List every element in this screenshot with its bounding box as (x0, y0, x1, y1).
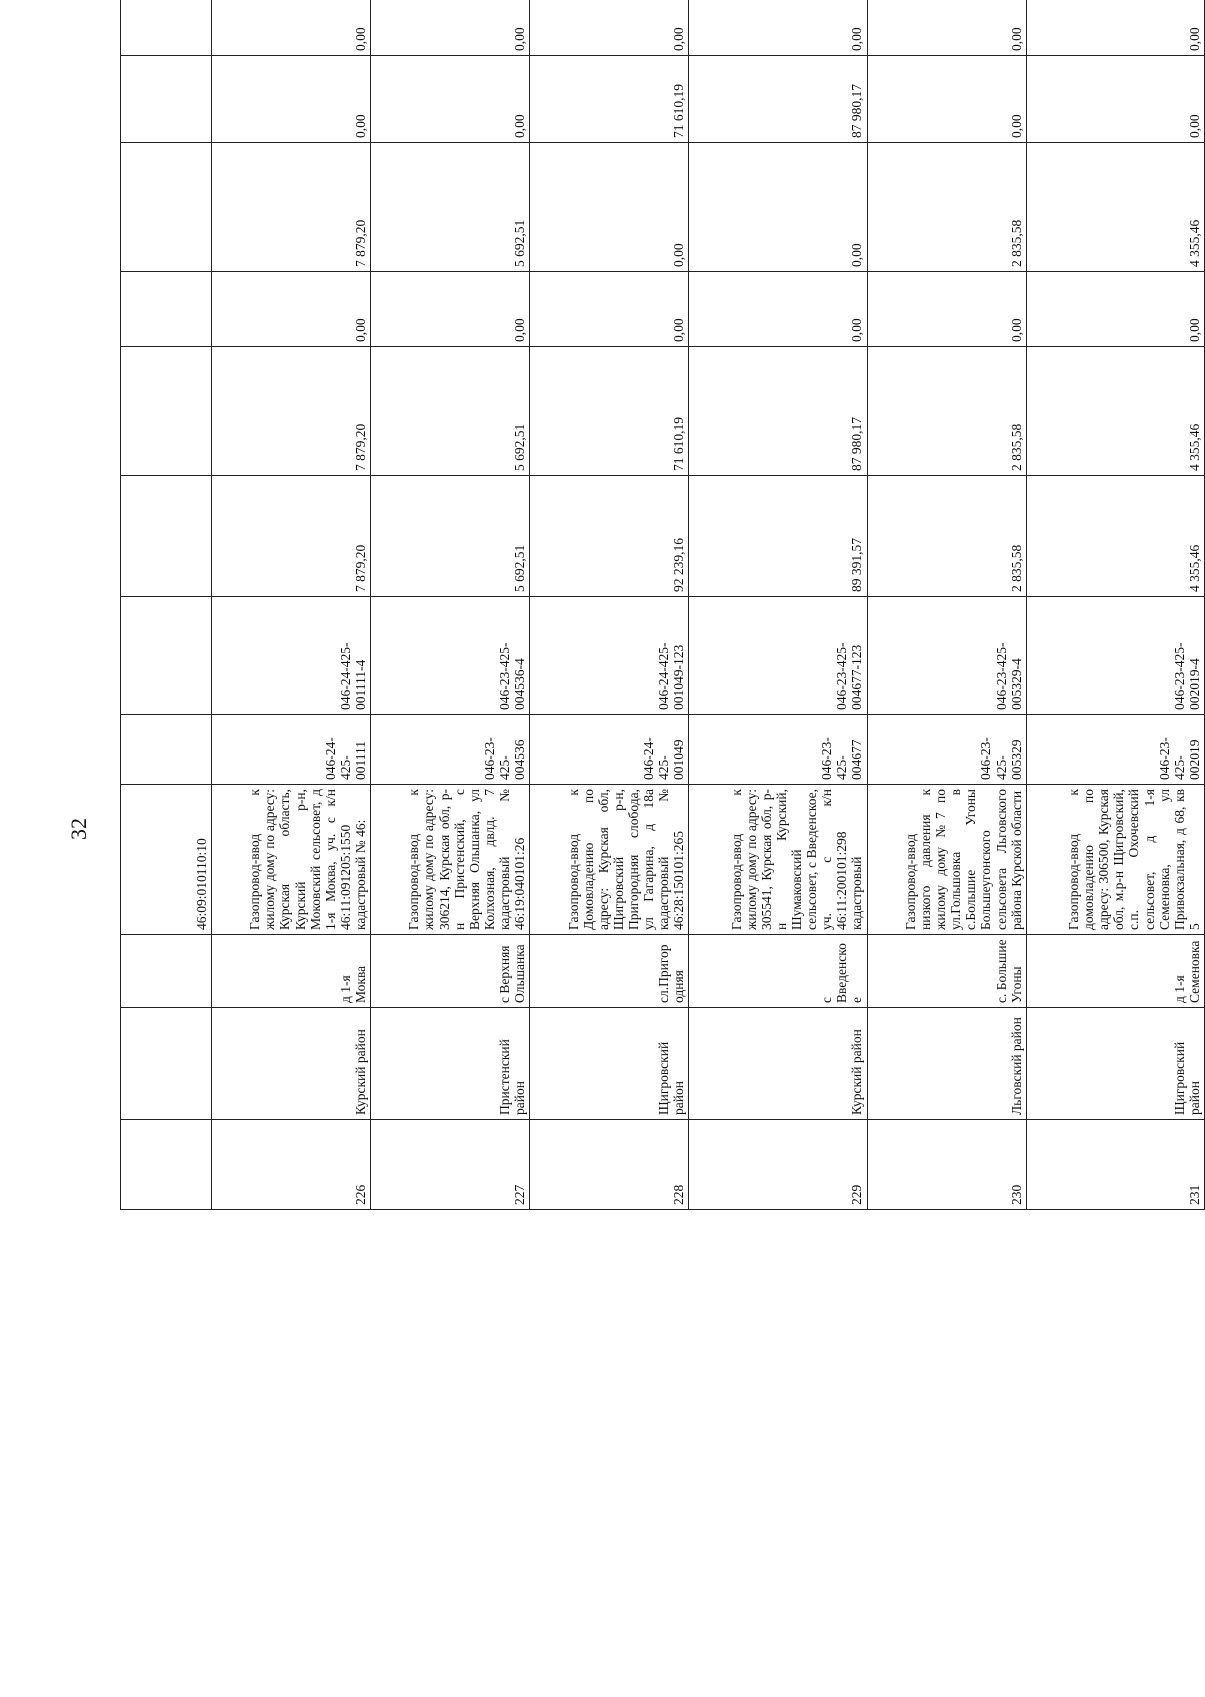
value-cell (121, 56, 212, 143)
value-cell (121, 347, 212, 476)
row-number: 226 (212, 1120, 371, 1210)
row-number: 231 (1026, 1120, 1204, 1210)
object-number-cell: 046-23-425-004536-4 (371, 597, 530, 715)
value-cell: 5 692,51 (371, 143, 530, 272)
object-number-cell: 046-23-425-005329-4 (867, 597, 1026, 715)
value-cell: 0,00 (212, 56, 371, 143)
value-cell: 0,00 (371, 56, 530, 143)
value-cell: 0,00 (1026, 0, 1204, 56)
locality-cell (121, 935, 212, 1008)
value-cell (121, 272, 212, 347)
page-number: 32 (66, 818, 91, 840)
value-cell: 0,00 (530, 0, 689, 56)
description-cell: Газопровод-ввод к жилому дому по адресу: Курская область, Курский р-н, Моковский сельсовет, д 1-я Моква, уч. с к/н 46:11:091205:1550 кадастровый № 46: (212, 785, 371, 935)
description-cell: Газопровод-ввод к жилому дому по адресу: 305541, Курская обл, р-н Курский, Шумаковский сельсовет, с Введенское, уч. с к/н 46:11:200101:298 кадастровый (689, 785, 867, 935)
district-cell: Льговский район (867, 1008, 1026, 1120)
value-cell (121, 0, 212, 56)
locality-cell: с Верхняя Ольшанка (371, 935, 530, 1008)
value-cell: 0,00 (371, 0, 530, 56)
locality-cell: д 1-я Семеновка (1026, 935, 1204, 1008)
table-row (121, 0, 212, 1210)
district-cell: Курский район (689, 1008, 867, 1120)
registry-table (120, 0, 1205, 1210)
cadastral-number-cell: 46:09:010110:10 (121, 785, 212, 935)
value-cell: 2 835,58 (867, 143, 1026, 272)
value-cell: 4 355,46 (1026, 347, 1204, 476)
table-row (371, 0, 530, 1210)
district-cell: Щигровский район (1026, 1008, 1204, 1120)
value-cell: 5 692,51 (371, 347, 530, 476)
locality-cell: с Введенское (689, 935, 867, 1008)
description-cell: Газопровод-ввод к Домовладению по адресу: Курская обл, Щигровский р-н, Пригородняя слобода, ул Гагарина, д 18а кадастровый № 46:28:150101:265 (530, 785, 689, 935)
inventory-number-cell: 046-23-425-004536 (371, 715, 530, 785)
value-cell: 87 980,17 (689, 347, 867, 476)
value-cell: 0,00 (1026, 272, 1204, 347)
district-cell: Пристенский район (371, 1008, 530, 1120)
inventory-number-cell: 046-23-425-002019 (1026, 715, 1204, 785)
inventory-number-cell: 046-24-425-001049 (530, 715, 689, 785)
value-cell: 0,00 (212, 272, 371, 347)
value-cell: 0,00 (212, 0, 371, 56)
value-cell: 4 355,46 (1026, 476, 1204, 597)
district-cell: Щигровский район (530, 1008, 689, 1120)
object-number-cell: 046-23-425-004677-123 (689, 597, 867, 715)
object-number-cell: 046-24-425-001111-4 (212, 597, 371, 715)
value-cell: 0,00 (867, 56, 1026, 143)
description-cell: Газопровод-ввод низкого давления к жилому дому №7 по ул.Гольшовка в с.Большие Угоны Большеугонского сельсовета Льговского района Курской области (867, 785, 1026, 935)
table-row (1026, 0, 1204, 1210)
value-cell: 71 610,19 (530, 347, 689, 476)
value-cell (121, 476, 212, 597)
value-cell: 7 879,20 (212, 143, 371, 272)
inventory-number-cell: 046-23-425-005329 (867, 715, 1026, 785)
value-cell: 0,00 (689, 272, 867, 347)
value-cell: 0,00 (530, 143, 689, 272)
locality-cell: д 1-я Моква (212, 935, 371, 1008)
locality-cell: сл.Пригородняя (530, 935, 689, 1008)
value-cell: 0,00 (1026, 56, 1204, 143)
value-cell: 2 835,58 (867, 476, 1026, 597)
value-cell: 71 610,19 (530, 56, 689, 143)
value-cell: 0,00 (867, 272, 1026, 347)
row-number (121, 1120, 212, 1210)
object-number-cell: 046-24-425-001049-123 (530, 597, 689, 715)
value-cell: 7 879,20 (212, 347, 371, 476)
locality-cell: с. Большие Угоны (867, 935, 1026, 1008)
value-cell: 89 391,57 (689, 476, 867, 597)
district-cell (121, 1008, 212, 1120)
value-cell: 7 879,20 (212, 476, 371, 597)
value-cell: 92 239,16 (530, 476, 689, 597)
inventory-number-cell: 046-24-425-001111 (212, 715, 371, 785)
district-cell: Курский район (212, 1008, 371, 1120)
description-cell: Газопровод-ввод к жилому дому по адресу: 306214, Курская обл, р-н Пристенский, с Верхняя Ольшанка, ул Колхозная, двлд. 7 кадастровый № 46:19:040101:26 (371, 785, 530, 935)
description-cell: Газопровод-ввод к домовладению по адресу: 306500, Курская обл, м.р-н Щигровский, с.п. Охочевский сельсовет, д 1-я Семеновка, ул Привокзальная, д 68, кв 5 (1026, 785, 1204, 935)
value-cell: 0,00 (689, 143, 867, 272)
value-cell: 5 692,51 (371, 476, 530, 597)
value-cell: 4 355,46 (1026, 143, 1204, 272)
row-number: 227 (371, 1120, 530, 1210)
table-row (867, 0, 1026, 1210)
row-number: 228 (530, 1120, 689, 1210)
value-cell: 0,00 (371, 272, 530, 347)
value-cell (121, 143, 212, 272)
row-number: 230 (867, 1120, 1026, 1210)
object-number-cell (121, 597, 212, 715)
object-number-cell: 046-23-425-002019-4 (1026, 597, 1204, 715)
value-cell: 87 980,17 (689, 56, 867, 143)
table-row (212, 0, 371, 1210)
row-number: 229 (689, 1120, 867, 1210)
registry-table-container (120, 27, 1205, 1210)
inventory-number-cell (121, 715, 212, 785)
value-cell: 0,00 (867, 0, 1026, 56)
table-row (530, 0, 689, 1210)
value-cell: 0,00 (530, 272, 689, 347)
inventory-number-cell: 046-23-425-004677 (689, 715, 867, 785)
value-cell: 0,00 (689, 0, 867, 56)
value-cell: 2 835,58 (867, 347, 1026, 476)
table-row (689, 0, 867, 1210)
